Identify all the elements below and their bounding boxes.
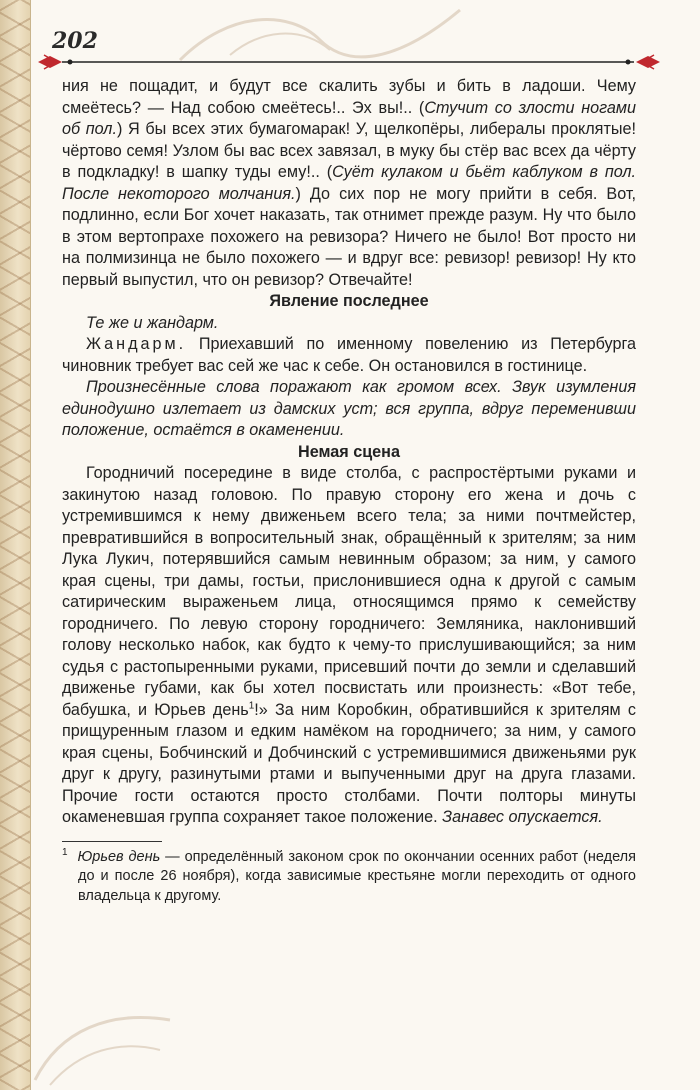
heading-last-scene: Явление последнее — [269, 292, 429, 310]
header-rule — [34, 52, 664, 72]
footnote-divider — [62, 841, 162, 842]
page-content — [62, 76, 636, 906]
footnote-reference: 1 — [248, 700, 255, 712]
decorative-border — [0, 0, 31, 1090]
stage-direction: Те же и жандарм. — [86, 313, 219, 332]
paragraph-silent-scene: Городничий посередине в виде столба, с распростёртыми руками и закинутою назад головою. По правую сторону его жена и дочь с устремившимся к нему движеньем всего тела; за ними почтмейстер, превратившийся в вопросительный знак, обращённый к зрителям; за ним Лука Лукич, потерявшийся самым невинным образом; за ним, у самого края сцены, три дамы, гостьи, прислонившиеся одна к другой с самым сатирическим выраженьем лица, относящимся прямо к семейству городничего. По левую сторону городничего: Земляника, наклонивший голову несколько набок, как будто к чему-то прислушивающийся; за ним судья с растопыренными руками, присевший почти до земли и сделавший движенье губами, как бы хотел посвистать или произнесть: «Вот тебе, бабушка, и Юрьев день$^1$!» За ним Коробкин, обратившийся к зрителям с прищуренным глазом и едким намёком на городничего; за ним, у самого края сцены, Бобчинский и Добчинский с устремившимися движеньями рук друг к другу, разинутыми ртами и выпученными друг на друга глазами. Прочие гости остаются просто столбами. Почти полторы минуты окаменевшая группа сохраняет такое положение. Занавес опускается. — [62, 464, 636, 826]
ornament-swirl-bottom — [30, 990, 180, 1090]
stage-remark: Произнесённые слова поражают как громом всех. Звук изумления единодушно излетает из дамских уст; вся группа, вдруг переменивши положение, остаётся в окаменении. — [62, 378, 636, 439]
footnote: $^1$ Юрьев день — определённый законом срок по окончании осенних работ (неделя до и после 26 ноября), когда зависимые крестьяне могли переходить от одного владельца к другому. — [62, 846, 636, 904]
page-number: 202 — [52, 28, 98, 54]
paragraph-monologue: ния не пощадит, и будут все скалить зубы и бить в ладоши. Чему смеётесь? — Над собою смеётесь!.. Эх вы!.. (Стучит со злости ногами об пол.) Я бы всех этих бумагомарак! У, щелкопёры, либералы проклятые! чёртово семя! Узлом бы вас всех завязал, в муку бы стёр вас всех да чёрту в подкладку! в шапку туды ему!.. (Суёт кулаком и бьёт каблуком в пол. После некоторого молчания.) До сих пор не могу прийти в себя. Вот, подлинно, если Бог хочет наказать, так отнимет прежде разум. Ну что было в этом вертопрахе похожего на ревизора? Ничего не было! Вот просто ни на полмизинца не было похожего — и вдруг все: ревизор! ревизор! Ну кто первый выпустил, что он ревизор? Отвечайте! — [62, 77, 637, 289]
gendarme-speech: Жандарм. Приехавший по именному повелению из Петербурга чиновник требует вас сей же час к себе. Он остановился в гостинице. — [62, 335, 636, 375]
heading-silent-scene: Немая сцена — [298, 442, 400, 461]
